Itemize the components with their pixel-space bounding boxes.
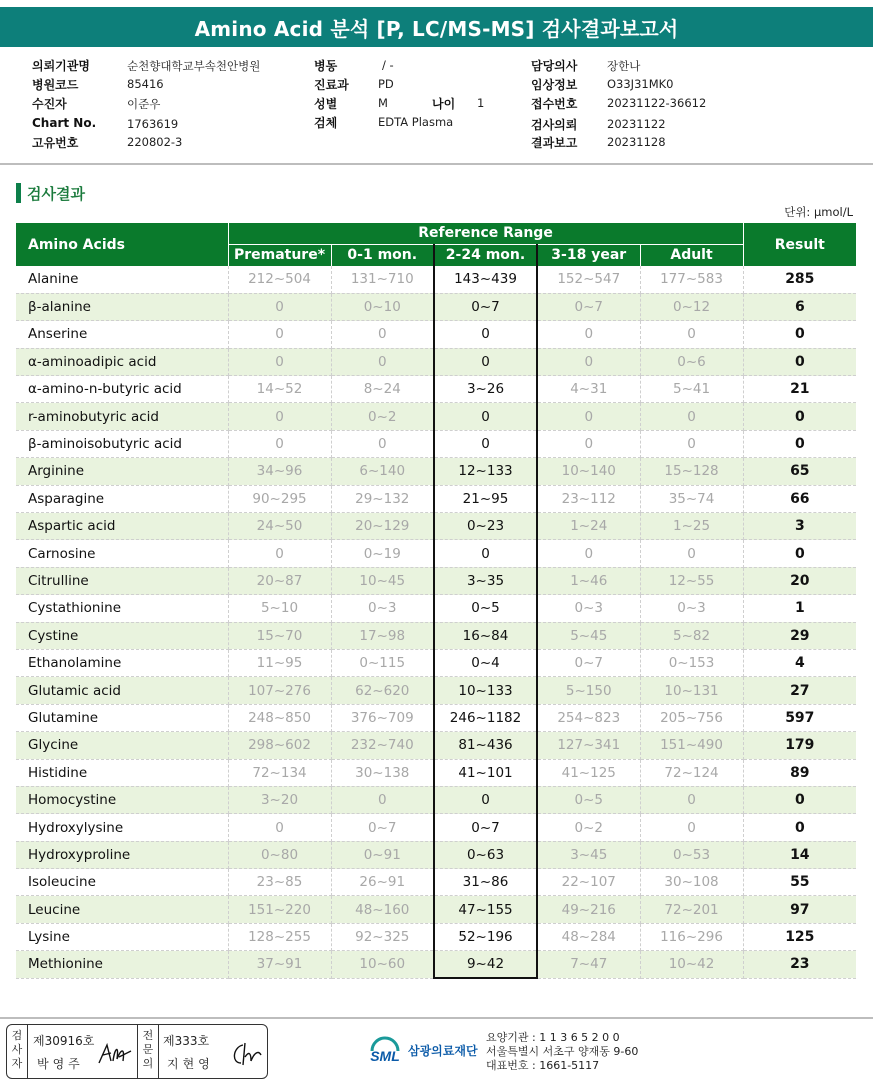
org-name: 삼광의료재단	[408, 1043, 478, 1058]
reference-range-cell: 29~132	[331, 485, 434, 512]
reference-range-cell: 0~80	[228, 841, 331, 868]
reference-range-cell: 116~296	[640, 923, 743, 950]
result-cell: 3	[743, 513, 856, 540]
section-title: 검사결과	[27, 184, 85, 203]
results-table-body	[16, 266, 856, 978]
age-label: 나이	[432, 97, 456, 111]
reference-range-cell: 10~140	[537, 458, 640, 485]
reference-range-cell: 47~155	[434, 896, 537, 923]
reference-range-cell: 5~45	[537, 622, 640, 649]
amino-acid-name: Homocystine	[16, 786, 228, 813]
result-cell: 4	[743, 649, 856, 676]
amino-acid-name: β-aminoisobutyric acid	[16, 430, 228, 457]
table-row	[16, 649, 856, 676]
reference-range-cell: 0~91	[331, 841, 434, 868]
result-cell: 27	[743, 677, 856, 704]
result-cell: 0	[743, 348, 856, 375]
reference-range-cell: 131~710	[331, 266, 434, 293]
reference-range-cell: 0	[640, 403, 743, 430]
result-cell: 0	[743, 321, 856, 348]
result-cell: 285	[743, 266, 856, 293]
dept-label: 진료과	[314, 78, 349, 92]
reference-range-cell: 9~42	[434, 951, 537, 978]
reference-range-cell: 62~620	[331, 677, 434, 704]
sex-label: 성별	[314, 97, 338, 111]
reference-range-cell: 0	[537, 540, 640, 567]
result-cell: 66	[743, 485, 856, 512]
result-cell: 23	[743, 951, 856, 978]
reference-range-cell: 0~3	[537, 595, 640, 622]
reference-range-cell: 3~35	[434, 567, 537, 594]
hospital-code-value: 85416	[127, 77, 164, 91]
reference-range-cell: 23~85	[228, 869, 331, 896]
reference-range-cell: 23~112	[537, 485, 640, 512]
reference-range-cell: 0	[228, 293, 331, 320]
request-date-value: 20231122	[607, 117, 666, 131]
reference-range-cell: 0	[228, 430, 331, 457]
reference-range-cell: 10~42	[640, 951, 743, 978]
amino-acid-name: Glycine	[16, 732, 228, 759]
reference-range-cell: 3~26	[434, 376, 537, 403]
reference-range-cell: 0~7	[331, 814, 434, 841]
range-header-premature: Premature*	[228, 244, 331, 266]
info-divider	[0, 163, 873, 165]
reference-range-cell: 5~150	[537, 677, 640, 704]
section-accent-bar	[16, 183, 21, 203]
result-cell: 0	[743, 403, 856, 430]
reference-range-cell: 90~295	[228, 485, 331, 512]
age-value: 1	[477, 96, 485, 110]
reference-range-cell: 12~55	[640, 567, 743, 594]
reference-range-cell: 0	[537, 348, 640, 375]
reference-range-cell: 10~133	[434, 677, 537, 704]
table-row	[16, 732, 856, 759]
reference-range-cell: 248~850	[228, 704, 331, 731]
reference-range-cell: 15~128	[640, 458, 743, 485]
table-row	[16, 814, 856, 841]
reference-range-cell: 11~95	[228, 649, 331, 676]
amino-acid-name: α-amino-n-butyric acid	[16, 376, 228, 403]
reference-range-cell: 10~131	[640, 677, 743, 704]
result-cell: 0	[743, 814, 856, 841]
reference-range-cell: 72~201	[640, 896, 743, 923]
institution-value: 순천향대학교부속천안병원	[127, 59, 261, 73]
reference-range-cell: 41~101	[434, 759, 537, 786]
reference-range-cell: 21~95	[434, 485, 537, 512]
ward-label: 병동	[314, 59, 338, 73]
reference-range-cell: 4~31	[537, 376, 640, 403]
result-cell: 65	[743, 458, 856, 485]
reference-range-cell: 24~50	[228, 513, 331, 540]
table-row	[16, 786, 856, 813]
table-row	[16, 403, 856, 430]
specialist-name: 지현영	[167, 1057, 214, 1071]
amino-acid-name: β-alanine	[16, 293, 228, 320]
reference-range-cell: 151~220	[228, 896, 331, 923]
reference-range-cell: 26~91	[331, 869, 434, 896]
reference-range-cell: 205~756	[640, 704, 743, 731]
contact-line-3: 대표번호 : 1661-5117	[486, 1059, 600, 1072]
dept-value: PD	[378, 77, 394, 91]
reference-range-cell: 0~10	[331, 293, 434, 320]
result-cell: 0	[743, 430, 856, 457]
examiner-role: 검사자	[11, 1029, 23, 1070]
reference-range-cell: 107~276	[228, 677, 331, 704]
patient-info-panel	[0, 53, 873, 163]
reference-range-cell: 151~490	[640, 732, 743, 759]
table-row	[16, 540, 856, 567]
examiner-signature	[97, 1039, 133, 1069]
reference-range-cell: 6~140	[331, 458, 434, 485]
reference-range-cell: 0~23	[434, 513, 537, 540]
clinical-info-value: O33J31MK0	[607, 77, 674, 91]
reference-range-cell: 0~6	[640, 348, 743, 375]
result-cell: 89	[743, 759, 856, 786]
reference-range-cell: 14~52	[228, 376, 331, 403]
reference-range-cell: 52~196	[434, 923, 537, 950]
reference-range-cell: 1~24	[537, 513, 640, 540]
reference-range-cell: 0~7	[434, 293, 537, 320]
reference-range-cell: 10~60	[331, 951, 434, 978]
reference-range-cell: 0~115	[331, 649, 434, 676]
reference-range-cell: 0	[640, 786, 743, 813]
reference-range-cell: 5~10	[228, 595, 331, 622]
result-cell: 20	[743, 567, 856, 594]
reference-range-cell: 0	[228, 814, 331, 841]
reference-range-cell: 7~47	[537, 951, 640, 978]
reference-range-cell: 0	[640, 814, 743, 841]
result-cell: 21	[743, 376, 856, 403]
table-row	[16, 896, 856, 923]
reference-range-cell: 0	[331, 348, 434, 375]
result-cell: 6	[743, 293, 856, 320]
reference-range-cell: 298~602	[228, 732, 331, 759]
reference-range-cell: 5~41	[640, 376, 743, 403]
result-cell: 14	[743, 841, 856, 868]
specialist-signature	[229, 1039, 265, 1069]
reference-range-cell: 0~2	[537, 814, 640, 841]
reference-range-cell: 0	[228, 348, 331, 375]
request-date-label: 검사의뢰	[531, 118, 578, 132]
institution-label: 의뢰기관명	[32, 59, 90, 73]
specimen-value: EDTA Plasma	[378, 115, 454, 129]
org-logo	[366, 1031, 478, 1069]
reference-range-cell: 0~3	[331, 595, 434, 622]
reference-range-cell: 0	[434, 786, 537, 813]
signature-divider	[137, 1025, 138, 1078]
result-cell: 125	[743, 923, 856, 950]
patient-value: 이준우	[127, 97, 161, 111]
reference-range-cell: 5~82	[640, 622, 743, 649]
table-row	[16, 567, 856, 594]
reference-range-cell: 49~216	[537, 896, 640, 923]
table-row	[16, 513, 856, 540]
amino-acid-name: Lysine	[16, 923, 228, 950]
table-row	[16, 622, 856, 649]
signature-box	[6, 1024, 268, 1079]
reference-range-cell: 0	[537, 321, 640, 348]
reference-range-cell: 1~46	[537, 567, 640, 594]
table-row	[16, 348, 856, 375]
reference-range-cell: 92~325	[331, 923, 434, 950]
reference-range-cell: 1~25	[640, 513, 743, 540]
amino-acid-name: Cystathionine	[16, 595, 228, 622]
amino-acid-name: Leucine	[16, 896, 228, 923]
amino-acid-name: Histidine	[16, 759, 228, 786]
reference-range-cell: 10~45	[331, 567, 434, 594]
footer-divider	[0, 1017, 873, 1019]
reference-range-cell: 127~341	[537, 732, 640, 759]
signature-divider	[158, 1025, 159, 1078]
reference-range-cell: 0~7	[434, 814, 537, 841]
contact-info	[486, 1031, 638, 1073]
range-header-adult: Adult	[640, 244, 743, 266]
reference-range-cell: 3~45	[537, 841, 640, 868]
reference-range-cell: 254~823	[537, 704, 640, 731]
reference-range-cell: 0~7	[537, 293, 640, 320]
sml-logo-icon	[366, 1031, 404, 1069]
reference-range-cell: 0~19	[331, 540, 434, 567]
table-row	[16, 458, 856, 485]
reference-range-cell: 0~7	[537, 649, 640, 676]
reference-range-cell: 0~5	[434, 595, 537, 622]
reference-range-cell: 0~4	[434, 649, 537, 676]
contact-line-1: 요양기관 : 1 1 3 6 5 2 0 0	[486, 1031, 620, 1044]
patient-label: 수진자	[32, 97, 67, 111]
amino-acid-name: Cystine	[16, 622, 228, 649]
amino-acid-name: Methionine	[16, 951, 228, 978]
reference-range-cell: 0~5	[537, 786, 640, 813]
amino-acid-name: α-aminoadipic acid	[16, 348, 228, 375]
chart-no-label: Chart No.	[32, 116, 97, 130]
result-cell: 0	[743, 786, 856, 813]
doctor-value: 장한나	[607, 59, 641, 73]
specialist-license: 제333호	[163, 1034, 210, 1048]
report-title: Amino Acid 분석 [P, LC/MS-MS] 검사결과보고서	[194, 16, 679, 41]
reference-range-cell: 0	[434, 348, 537, 375]
examiner-name: 박영주	[37, 1057, 84, 1071]
reference-range-cell: 15~70	[228, 622, 331, 649]
table-row	[16, 293, 856, 320]
amino-acid-name: Carnosine	[16, 540, 228, 567]
table-row	[16, 704, 856, 731]
report-title-bar	[0, 7, 873, 47]
reference-range-cell: 0	[434, 540, 537, 567]
table-row	[16, 951, 856, 978]
reference-range-cell: 20~87	[228, 567, 331, 594]
table-row	[16, 485, 856, 512]
contact-line-2: 서울특별시 서초구 양재동 9-60	[486, 1045, 639, 1058]
reference-range-cell: 0~3	[640, 595, 743, 622]
report-date-label: 결과보고	[531, 136, 578, 150]
reference-range-cell: 232~740	[331, 732, 434, 759]
logo-wordmark: SML	[370, 1048, 400, 1064]
result-header: Result	[743, 223, 856, 266]
reference-range-cell: 0	[331, 321, 434, 348]
reference-range-cell: 22~107	[537, 869, 640, 896]
reference-range-cell: 143~439	[434, 266, 537, 293]
table-row	[16, 266, 856, 293]
reference-range-cell: 0~12	[640, 293, 743, 320]
reference-range-cell: 152~547	[537, 266, 640, 293]
reference-range-cell: 81~436	[434, 732, 537, 759]
amino-acid-name: Hydroxylysine	[16, 814, 228, 841]
reference-range-cell: 16~84	[434, 622, 537, 649]
reference-range-cell: 12~133	[434, 458, 537, 485]
specimen-label: 검체	[314, 116, 338, 130]
amino-acid-name: Alanine	[16, 266, 228, 293]
table-row	[16, 430, 856, 457]
doctor-label: 담당의사	[531, 59, 578, 73]
reference-range-cell: 3~20	[228, 786, 331, 813]
table-row	[16, 923, 856, 950]
unique-no-label: 고유번호	[32, 136, 79, 150]
reference-range-cell: 0	[331, 430, 434, 457]
amino-acid-name: Aspartic acid	[16, 513, 228, 540]
examiner-license: 제30916호	[33, 1034, 95, 1048]
reference-range-cell: 20~129	[331, 513, 434, 540]
reference-range-cell: 0~153	[640, 649, 743, 676]
reference-range-cell: 128~255	[228, 923, 331, 950]
amino-acid-name: Glutamic acid	[16, 677, 228, 704]
receipt-no-label: 접수번호	[531, 97, 578, 111]
reference-range-cell: 35~74	[640, 485, 743, 512]
table-row	[16, 677, 856, 704]
reference-range-cell: 17~98	[331, 622, 434, 649]
unit-label: 단위: µmol/L	[784, 205, 853, 219]
reference-range-cell: 0	[640, 540, 743, 567]
reference-range-cell: 41~125	[537, 759, 640, 786]
unique-no-value: 220802-3	[127, 135, 183, 149]
reference-range-cell: 376~709	[331, 704, 434, 731]
amino-acid-name: r-aminobutyric acid	[16, 403, 228, 430]
chart-no-value: 1763619	[127, 117, 179, 131]
reference-range-cell: 0	[434, 430, 537, 457]
result-cell: 55	[743, 869, 856, 896]
amino-acid-name: Asparagine	[16, 485, 228, 512]
amino-acid-name: Isoleucine	[16, 869, 228, 896]
result-cell: 29	[743, 622, 856, 649]
ward-value: / -	[382, 58, 394, 72]
clinical-info-label: 임상정보	[531, 78, 578, 92]
reference-range-cell: 0	[228, 540, 331, 567]
section-heading	[16, 183, 85, 203]
amino-acid-name: Citrulline	[16, 567, 228, 594]
reference-range-cell: 0	[640, 430, 743, 457]
reference-range-cell: 48~284	[537, 923, 640, 950]
amino-acid-name: Ethanolamine	[16, 649, 228, 676]
reference-range-cell: 177~583	[640, 266, 743, 293]
amino-acid-name: Hydroxyproline	[16, 841, 228, 868]
reference-range-cell: 0	[640, 321, 743, 348]
reference-range-cell: 0	[434, 321, 537, 348]
hospital-code-label: 병원코드	[32, 78, 79, 92]
table-row	[16, 759, 856, 786]
range-header-2-24-mon: 2-24 mon.	[434, 244, 537, 266]
result-cell: 597	[743, 704, 856, 731]
amino-acids-header: Amino Acids	[16, 223, 228, 266]
report-date-value: 20231128	[607, 135, 666, 149]
reference-range-cell: 0	[537, 430, 640, 457]
sex-value: M	[378, 96, 388, 110]
reference-range-cell: 0~63	[434, 841, 537, 868]
reference-range-cell: 48~160	[331, 896, 434, 923]
result-cell: 97	[743, 896, 856, 923]
range-header-3-18-year: 3-18 year	[537, 244, 640, 266]
reference-range-cell: 34~96	[228, 458, 331, 485]
reference-range-cell: 246~1182	[434, 704, 537, 731]
reference-range-cell: 0	[537, 403, 640, 430]
result-cell: 179	[743, 732, 856, 759]
reference-range-header: Reference Range	[228, 223, 743, 244]
reference-range-cell: 0	[434, 403, 537, 430]
table-row	[16, 869, 856, 896]
amino-acid-name: Arginine	[16, 458, 228, 485]
table-row	[16, 376, 856, 403]
amino-acid-name: Anserine	[16, 321, 228, 348]
results-table	[16, 223, 856, 979]
reference-range-cell: 72~134	[228, 759, 331, 786]
receipt-no-value: 20231122-36612	[607, 96, 707, 110]
amino-acid-name: Glutamine	[16, 704, 228, 731]
signature-divider	[27, 1025, 28, 1078]
table-row	[16, 595, 856, 622]
table-row	[16, 321, 856, 348]
reference-range-cell: 72~124	[640, 759, 743, 786]
reference-range-cell: 0	[228, 321, 331, 348]
reference-range-cell: 0	[331, 786, 434, 813]
result-cell: 0	[743, 540, 856, 567]
specialist-role: 전문의	[142, 1029, 154, 1070]
reference-range-cell: 8~24	[331, 376, 434, 403]
reference-range-cell: 30~138	[331, 759, 434, 786]
reference-range-cell: 0	[228, 403, 331, 430]
reference-range-cell: 212~504	[228, 266, 331, 293]
range-header-0-1-mon: 0-1 mon.	[331, 244, 434, 266]
reference-range-cell: 0~2	[331, 403, 434, 430]
reference-range-cell: 30~108	[640, 869, 743, 896]
table-row	[16, 841, 856, 868]
result-cell: 1	[743, 595, 856, 622]
reference-range-cell: 31~86	[434, 869, 537, 896]
reference-range-cell: 37~91	[228, 951, 331, 978]
reference-range-cell: 0~53	[640, 841, 743, 868]
